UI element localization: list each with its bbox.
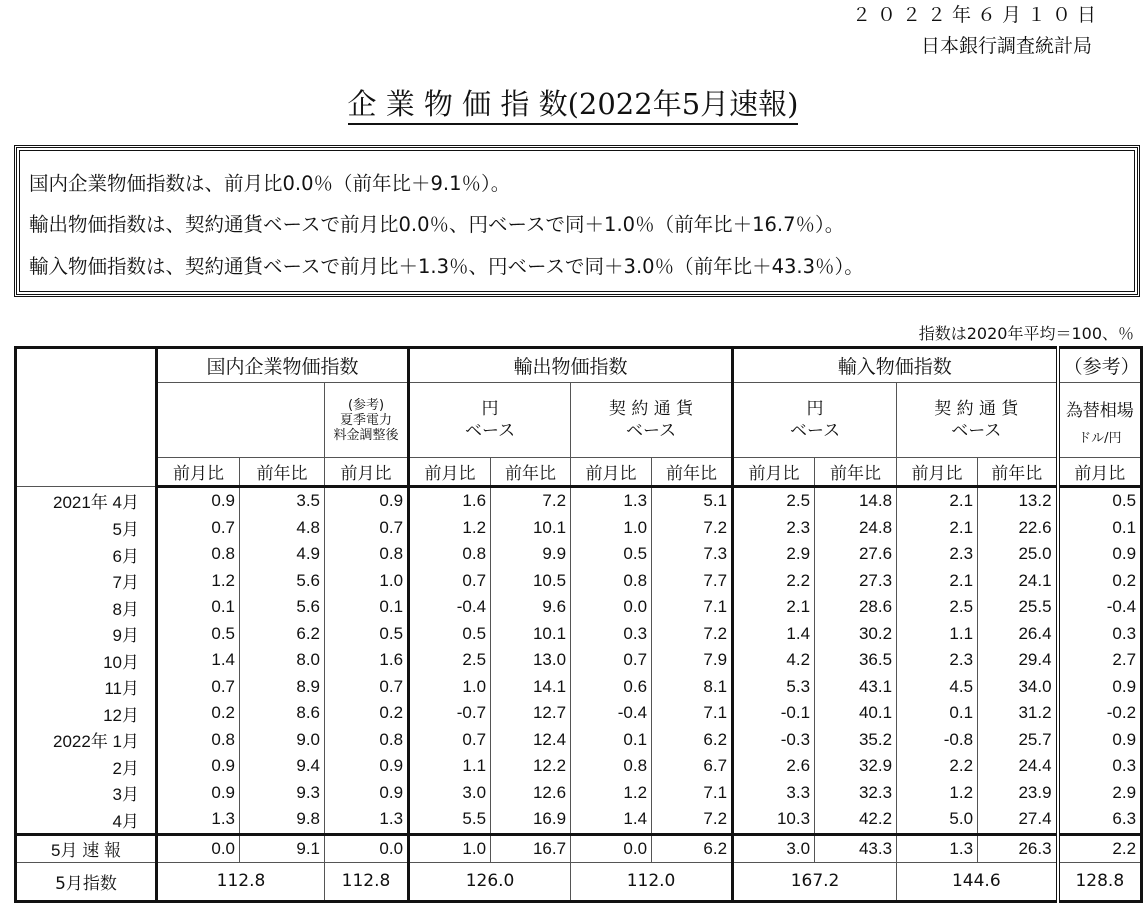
col-header-yoy: 前年比: [815, 458, 897, 487]
value-cell: 0.1: [157, 594, 240, 621]
summary-import: 輸入物価指数は、契約通貨ベースで前月比＋1.3％、円ベースで同＋3.0％（前年比＋43.3％）。: [29, 255, 864, 278]
value-cell: 1.4: [733, 621, 815, 648]
release-date: ２０２２年６月１０日: [851, 4, 1102, 26]
fx-rate: 為替相場 ドル/円: [1058, 383, 1142, 458]
col-header-mom: 前月比: [325, 458, 409, 487]
row-label: 10月: [16, 647, 157, 674]
value-cell: 2.9: [1058, 780, 1142, 807]
col-header-mom: 前月比: [409, 458, 491, 487]
value-cell: 4.2: [733, 647, 815, 674]
value-cell: 1.0: [409, 834, 491, 862]
value-cell: 2.3: [733, 515, 815, 542]
col-header-yoy: 前年比: [491, 458, 571, 487]
value-cell: 0.8: [571, 753, 652, 780]
value-cell: 0.8: [571, 568, 652, 595]
table-row: [16, 515, 1142, 542]
value-cell: 7.3: [652, 541, 733, 568]
value-cell: 6.3: [1058, 806, 1142, 834]
row-label: 2021年 4月: [16, 487, 157, 515]
value-cell: 0.8: [157, 541, 240, 568]
value-cell: 4.8: [240, 515, 325, 542]
value-cell: 0.8: [325, 727, 409, 754]
value-cell: 12.7: [491, 700, 571, 727]
row-label: 5月: [16, 515, 157, 542]
value-cell: 0.9: [1058, 727, 1142, 754]
value-cell: 9.3: [240, 780, 325, 807]
value-cell: 0.1: [897, 700, 978, 727]
value-cell: 0.1: [1058, 515, 1142, 542]
value-cell: 0.5: [1058, 487, 1142, 515]
value-cell: 4.9: [240, 541, 325, 568]
value-cell: 0.6: [571, 674, 652, 701]
value-cell: 27.3: [815, 568, 897, 595]
value-cell: 1.4: [571, 806, 652, 834]
value-cell: 12.2: [491, 753, 571, 780]
row-label: 4月: [16, 806, 157, 834]
value-cell: 7.2: [652, 806, 733, 834]
value-cell: 24.4: [978, 753, 1058, 780]
value-cell: 1.6: [325, 647, 409, 674]
value-cell: 43.3: [815, 834, 897, 862]
value-cell: 0.1: [325, 594, 409, 621]
value-cell: 1.2: [571, 780, 652, 807]
value-cell: 1.2: [897, 780, 978, 807]
value-cell: 16.7: [491, 834, 571, 862]
value-cell: 35.2: [815, 727, 897, 754]
row-label: 6月: [16, 541, 157, 568]
table-row: [16, 700, 1142, 727]
value-cell: 1.4: [157, 647, 240, 674]
summary-export: 輸出物価指数は、契約通貨ベースで前月比0.0％、円ベースで同＋1.0％（前年比＋16.7％）。: [29, 213, 845, 236]
row-label: 2月: [16, 753, 157, 780]
value-cell: 7.2: [652, 515, 733, 542]
table-row: [16, 834, 1142, 862]
value-cell: 42.2: [815, 806, 897, 834]
value-cell: 0.0: [157, 834, 240, 862]
table-row: [16, 568, 1142, 595]
value-cell: 7.1: [652, 780, 733, 807]
group-export: 輸出物価指数: [409, 348, 733, 383]
value-cell: 25.7: [978, 727, 1058, 754]
value-cell: 14.8: [815, 487, 897, 515]
value-cell: 2.7: [1058, 647, 1142, 674]
value-cell: 4.5: [897, 674, 978, 701]
value-cell: 3.0: [733, 834, 815, 862]
value-cell: 0.0: [571, 594, 652, 621]
table-row: [16, 487, 1142, 515]
value-cell: 23.9: [978, 780, 1058, 807]
index-value: 144.6: [897, 862, 1058, 901]
export-contract-basis: 契 約 通 貨 ベース: [571, 383, 733, 458]
value-cell: 0.7: [157, 674, 240, 701]
index-value: 112.0: [571, 862, 733, 901]
table-row: [16, 594, 1142, 621]
col-header-mom: 前月比: [733, 458, 815, 487]
value-cell: -0.4: [571, 700, 652, 727]
value-cell: 2.3: [897, 647, 978, 674]
value-cell: 1.3: [897, 834, 978, 862]
value-cell: 14.1: [491, 674, 571, 701]
import-yen-basis: 円 ベース: [733, 383, 897, 458]
value-cell: 40.1: [815, 700, 897, 727]
value-cell: 6.7: [652, 753, 733, 780]
index-value: 112.8: [325, 862, 409, 901]
value-cell: 0.7: [325, 674, 409, 701]
table-row: [16, 780, 1142, 807]
value-cell: 0.7: [157, 515, 240, 542]
value-cell: 2.2: [1058, 834, 1142, 862]
value-cell: 1.3: [571, 487, 652, 515]
value-cell: 8.1: [652, 674, 733, 701]
value-cell: 5.0: [897, 806, 978, 834]
value-cell: 1.0: [409, 674, 491, 701]
summary-domestic: 国内企業物価指数は、前月比0.0％（前年比＋9.1％）。: [29, 172, 511, 195]
value-cell: 8.6: [240, 700, 325, 727]
value-cell: 0.3: [1058, 753, 1142, 780]
value-cell: 0.5: [409, 621, 491, 648]
value-cell: 9.9: [491, 541, 571, 568]
value-cell: 6.2: [652, 834, 733, 862]
value-cell: -0.3: [733, 727, 815, 754]
value-cell: 1.3: [157, 806, 240, 834]
value-cell: 7.2: [652, 621, 733, 648]
row-label: 2022年 1月: [16, 727, 157, 754]
row-label: 12月: [16, 700, 157, 727]
value-cell: -0.7: [409, 700, 491, 727]
value-cell: -0.4: [1058, 594, 1142, 621]
row-label: 11月: [16, 674, 157, 701]
value-cell: 0.8: [409, 541, 491, 568]
value-cell: 32.9: [815, 753, 897, 780]
value-cell: 43.1: [815, 674, 897, 701]
value-cell: 24.1: [978, 568, 1058, 595]
value-cell: 28.6: [815, 594, 897, 621]
table-row: [16, 674, 1142, 701]
value-cell: 0.7: [325, 515, 409, 542]
value-cell: 27.6: [815, 541, 897, 568]
group-reference: （参考）: [1058, 348, 1142, 383]
value-cell: 22.6: [978, 515, 1058, 542]
value-cell: 1.6: [409, 487, 491, 515]
import-contract-basis: 契 約 通 貨 ベース: [897, 383, 1058, 458]
col-header-mom: 前月比: [897, 458, 978, 487]
value-cell: 3.0: [409, 780, 491, 807]
index-row: [16, 862, 1142, 901]
value-cell: 29.4: [978, 647, 1058, 674]
col-header-yoy: 前年比: [652, 458, 733, 487]
value-cell: 8.0: [240, 647, 325, 674]
col-header-yoy: 前年比: [240, 458, 325, 487]
value-cell: 25.0: [978, 541, 1058, 568]
value-cell: 0.9: [325, 487, 409, 515]
value-cell: 0.9: [157, 753, 240, 780]
value-cell: 31.2: [978, 700, 1058, 727]
value-cell: 2.5: [897, 594, 978, 621]
index-value: 167.2: [733, 862, 897, 901]
row-label: 3月: [16, 780, 157, 807]
value-cell: 5.5: [409, 806, 491, 834]
col-header-mom: 前月比: [157, 458, 240, 487]
value-cell: 8.9: [240, 674, 325, 701]
value-cell: 7.9: [652, 647, 733, 674]
value-cell: 1.2: [409, 515, 491, 542]
unit-note: 指数は2020年平均＝100、％: [918, 324, 1134, 343]
value-cell: 2.3: [897, 541, 978, 568]
value-cell: 0.9: [1058, 674, 1142, 701]
value-cell: 26.4: [978, 621, 1058, 648]
value-cell: 7.1: [652, 700, 733, 727]
value-cell: 30.2: [815, 621, 897, 648]
value-cell: 2.5: [733, 487, 815, 515]
value-cell: 12.4: [491, 727, 571, 754]
title-text: 企 業 物 価 指 数(2022年5月速報): [348, 87, 799, 125]
row-label: 9月: [16, 621, 157, 648]
value-cell: 3.5: [240, 487, 325, 515]
domestic-summer-adjusted: (参考) 夏季電力 料金調整後: [325, 383, 409, 458]
value-cell: 10.1: [491, 621, 571, 648]
value-cell: 2.2: [897, 753, 978, 780]
value-cell: 6.2: [240, 621, 325, 648]
table-row: [16, 727, 1142, 754]
value-cell: 6.2: [652, 727, 733, 754]
value-cell: 26.3: [978, 834, 1058, 862]
value-cell: 10.5: [491, 568, 571, 595]
col-header-mom: 前月比: [571, 458, 652, 487]
value-cell: 1.1: [897, 621, 978, 648]
organization: 日本銀行調査統計局: [920, 35, 1092, 57]
value-cell: 9.0: [240, 727, 325, 754]
value-cell: 0.0: [325, 834, 409, 862]
value-cell: 2.1: [897, 568, 978, 595]
value-cell: 0.7: [409, 727, 491, 754]
value-cell: 0.2: [325, 700, 409, 727]
value-cell: 7.2: [491, 487, 571, 515]
table-row: [16, 647, 1142, 674]
value-cell: 5.1: [652, 487, 733, 515]
value-cell: 36.5: [815, 647, 897, 674]
value-cell: 0.8: [157, 727, 240, 754]
value-cell: 10.1: [491, 515, 571, 542]
value-cell: 0.2: [1058, 568, 1142, 595]
table-row: [16, 541, 1142, 568]
value-cell: 0.5: [157, 621, 240, 648]
row-label: 5月 速 報: [16, 834, 157, 862]
value-cell: 10.3: [733, 806, 815, 834]
summary-box: [14, 145, 1140, 297]
page-title: [0, 82, 1146, 123]
value-cell: 2.1: [897, 487, 978, 515]
export-yen-basis: 円 ベース: [409, 383, 571, 458]
value-cell: 2.9: [733, 541, 815, 568]
value-cell: 13.2: [978, 487, 1058, 515]
table-row: [16, 806, 1142, 834]
value-cell: 9.8: [240, 806, 325, 834]
value-cell: 0.9: [157, 487, 240, 515]
value-cell: 34.0: [978, 674, 1058, 701]
value-cell: 1.3: [325, 806, 409, 834]
value-cell: 2.1: [897, 515, 978, 542]
value-cell: 9.6: [491, 594, 571, 621]
row-label: 8月: [16, 594, 157, 621]
value-cell: 0.7: [571, 647, 652, 674]
value-cell: 0.7: [409, 568, 491, 595]
value-cell: 0.1: [571, 727, 652, 754]
value-cell: 25.5: [978, 594, 1058, 621]
value-cell: 1.0: [571, 515, 652, 542]
group-import: 輸入物価指数: [733, 348, 1058, 383]
value-cell: 2.1: [733, 594, 815, 621]
value-cell: 9.4: [240, 753, 325, 780]
col-header-yoy: 前年比: [978, 458, 1058, 487]
value-cell: 0.9: [325, 753, 409, 780]
value-cell: 5.6: [240, 568, 325, 595]
col-header-mom: 前月比: [1058, 458, 1142, 487]
value-cell: 16.9: [491, 806, 571, 834]
value-cell: 1.2: [157, 568, 240, 595]
value-cell: 9.1: [240, 834, 325, 862]
group-domestic: 国内企業物価指数: [157, 348, 409, 383]
value-cell: 1.1: [409, 753, 491, 780]
value-cell: 1.0: [325, 568, 409, 595]
value-cell: 0.8: [325, 541, 409, 568]
value-cell: 13.0: [491, 647, 571, 674]
table-row: [16, 621, 1142, 648]
corner-cell: [16, 348, 157, 487]
value-cell: 0.9: [157, 780, 240, 807]
value-cell: 5.3: [733, 674, 815, 701]
value-cell: 7.7: [652, 568, 733, 595]
table-row: [16, 753, 1142, 780]
value-cell: 0.3: [571, 621, 652, 648]
price-index-table: [14, 346, 1143, 903]
value-cell: -0.2: [1058, 700, 1142, 727]
row-label: 5月指数: [16, 862, 157, 901]
value-cell: 24.8: [815, 515, 897, 542]
value-cell: 12.6: [491, 780, 571, 807]
value-cell: 0.9: [1058, 541, 1142, 568]
value-cell: 0.5: [571, 541, 652, 568]
row-label: 7月: [16, 568, 157, 595]
value-cell: 2.5: [409, 647, 491, 674]
value-cell: -0.4: [409, 594, 491, 621]
value-cell: 7.1: [652, 594, 733, 621]
value-cell: 5.6: [240, 594, 325, 621]
value-cell: 0.9: [325, 780, 409, 807]
value-cell: 3.3: [733, 780, 815, 807]
value-cell: 32.3: [815, 780, 897, 807]
value-cell: 0.2: [157, 700, 240, 727]
value-cell: 27.4: [978, 806, 1058, 834]
index-value: 112.8: [157, 862, 325, 901]
value-cell: -0.8: [897, 727, 978, 754]
index-value: 128.8: [1058, 862, 1142, 901]
value-cell: -0.1: [733, 700, 815, 727]
value-cell: 2.2: [733, 568, 815, 595]
value-cell: 0.5: [325, 621, 409, 648]
value-cell: 0.0: [571, 834, 652, 862]
index-value: 126.0: [409, 862, 571, 901]
domestic-blank: [157, 383, 325, 458]
value-cell: 2.6: [733, 753, 815, 780]
value-cell: 0.3: [1058, 621, 1142, 648]
